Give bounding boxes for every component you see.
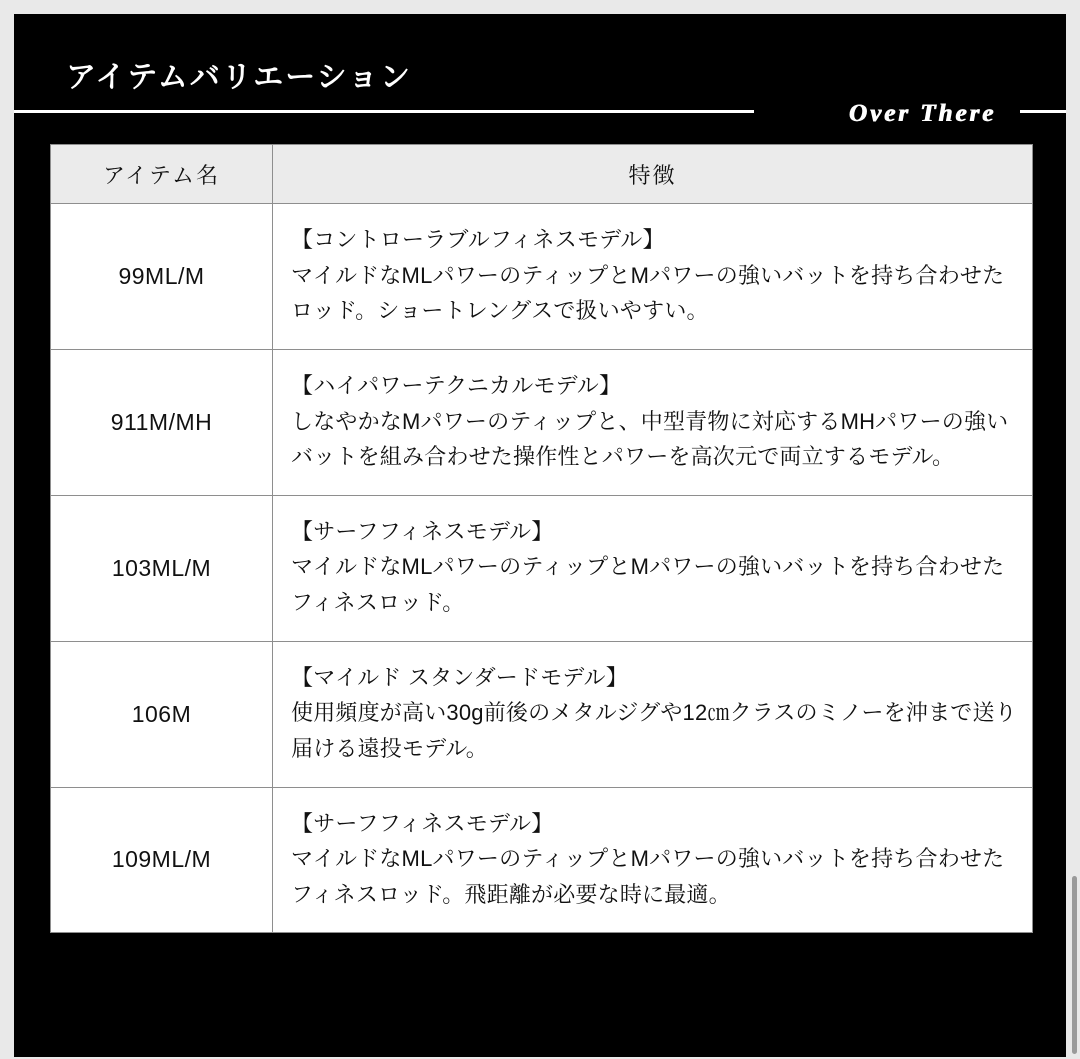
panel-header xyxy=(14,14,1066,127)
feature-body: マイルドなMLパワーのティップとMパワーの強いバットを持ち合わせたロッド。ショートレングスで扱いやすい。 xyxy=(291,262,1005,324)
brand-rule-left xyxy=(14,110,754,113)
column-header-item-name: アイテム名 xyxy=(51,145,273,204)
table-row xyxy=(51,495,1033,641)
product-variation-panel xyxy=(14,14,1066,1057)
brand-logo: Over There xyxy=(848,100,996,127)
feature-headline: 【マイルド スタンダードモデル】 xyxy=(291,664,628,690)
table-row xyxy=(51,204,1033,350)
brand-rule-right xyxy=(1020,110,1066,113)
feature-body: マイルドなMLパワーのティップとMパワーの強いバットを持ち合わせたフィネスロッド。飛距離が必要な時に最適。 xyxy=(291,846,1005,907)
item-name: 911M/MH xyxy=(51,349,273,495)
page-title: アイテムバリエーション xyxy=(66,61,412,94)
item-features xyxy=(273,787,1033,933)
feature-headline: 【サーフフィネスモデル】 xyxy=(291,518,554,544)
feature-headline: 【サーフフィネスモデル】 xyxy=(291,810,554,836)
item-features xyxy=(273,204,1033,350)
variation-table-wrapper xyxy=(50,144,1032,933)
item-features xyxy=(273,495,1033,641)
item-name: 106M xyxy=(51,641,273,787)
page-scrollbar[interactable] xyxy=(1072,876,1077,1054)
feature-body: マイルドなMLパワーのティップとMパワーの強いバットを持ち合わせたフィネスロッド。 xyxy=(291,554,1005,615)
item-features xyxy=(273,641,1033,787)
feature-headline: 【ハイパワーテクニカルモデル】 xyxy=(291,372,622,398)
feature-body: しなやかなMパワーのティップと、中型青物に対応するMHパワーの強いバットを組み合わせた操作性とパワーを高次元で両立するモデル。 xyxy=(291,408,1009,470)
brand-row xyxy=(14,100,1066,130)
feature-body: 使用頻度が高い30g前後のメタルジグや12㎝クラスのミノーを沖まで送り届ける遠投モデル。 xyxy=(291,700,1017,761)
table-row xyxy=(51,641,1033,787)
table-row xyxy=(51,349,1033,495)
feature-headline: 【コントローラブルフィネスモデル】 xyxy=(291,227,665,252)
column-header-features: 特徴 xyxy=(273,145,1033,204)
item-name: 99ML/M xyxy=(51,204,273,350)
variation-table xyxy=(50,144,1033,933)
item-name: 103ML/M xyxy=(51,495,273,641)
table-header-row xyxy=(51,145,1033,204)
item-features xyxy=(273,349,1033,495)
table-row xyxy=(51,787,1033,933)
item-name: 109ML/M xyxy=(51,787,273,933)
